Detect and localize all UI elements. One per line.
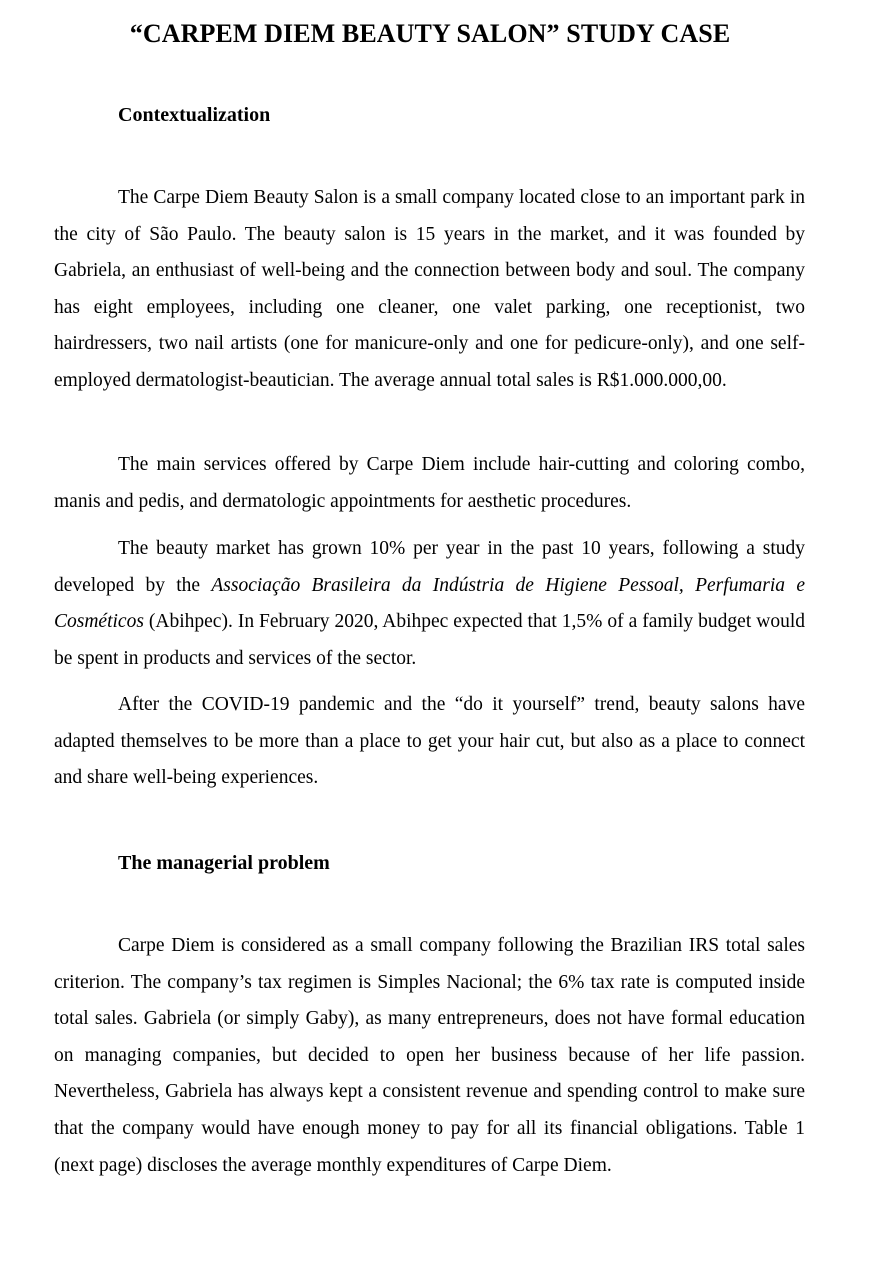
paragraph-beauty-market-text-1: The beauty market has grown 10% per year in the past 10 years, following a study developed by the bbox=[54, 538, 805, 596]
section-heading-contextualization: Contextualization bbox=[118, 104, 271, 126]
paragraph-main-services: The main services offered by Carpe Diem include hair-cutting and coloring combo, manis and pedis, and dermatologic appointments for aesthetic procedures. bbox=[54, 454, 805, 512]
paragraph-beauty-market-italic-org: Associação Brasileira da Indústria de Higiene Pessoal, Perfumaria e Cosméticos bbox=[54, 574, 805, 633]
section-heading-managerial-problem: The managerial problem bbox=[118, 852, 330, 874]
paragraph-beauty-market-text-2: (Abihpec). In February 2020, Abihpec expected that 1,5% of a family budget would be spent in products and services of the sector. bbox=[54, 611, 805, 669]
paragraph-covid-trend: After the COVID-19 pandemic and the “do it yourself” trend, beauty salons have adapted themselves to be more than a place to get your hair cut, but also as a place to connect and share well-being experiences. bbox=[54, 694, 805, 789]
document-title: “CARPEM DIEM BEAUTY SALON” STUDY CASE bbox=[129, 19, 731, 48]
paragraph-beauty-market bbox=[54, 531, 805, 677]
paragraph-managerial-problem: Carpe Diem is considered as a small company following the Brazilian IRS total sales criterion. The company’s tax regimen is Simples Nacional; the 6% tax rate is computed inside total sales. Gabriela (or simply Gaby), as many entrepreneurs, does not have formal education on managing companies, but decided to open her business because of her life passion. Nevertheless, Gabriela has always kept a consistent revenue and spending control to make sure that the company would have enough money to pay for all its financial obligations. Table 1 (next page) discloses the average monthly expenditures of Carpe Diem. bbox=[54, 935, 805, 1176]
paragraph-company-description: The Carpe Diem Beauty Salon is a small company located close to an important park in the city of São Paulo. The beauty salon is 15 years in the market, and it was founded by Gabriela, an enthusiast of well-being and the connection between body and soul. The company has eight employees, including one cleaner, one valet parking, one receptionist, two hairdressers, two nail artists (one for manicure-only and one for pedicure-only), and one self-employed dermatologist-beautician. The average annual total sales is R$1.000.000,00. bbox=[54, 187, 805, 391]
